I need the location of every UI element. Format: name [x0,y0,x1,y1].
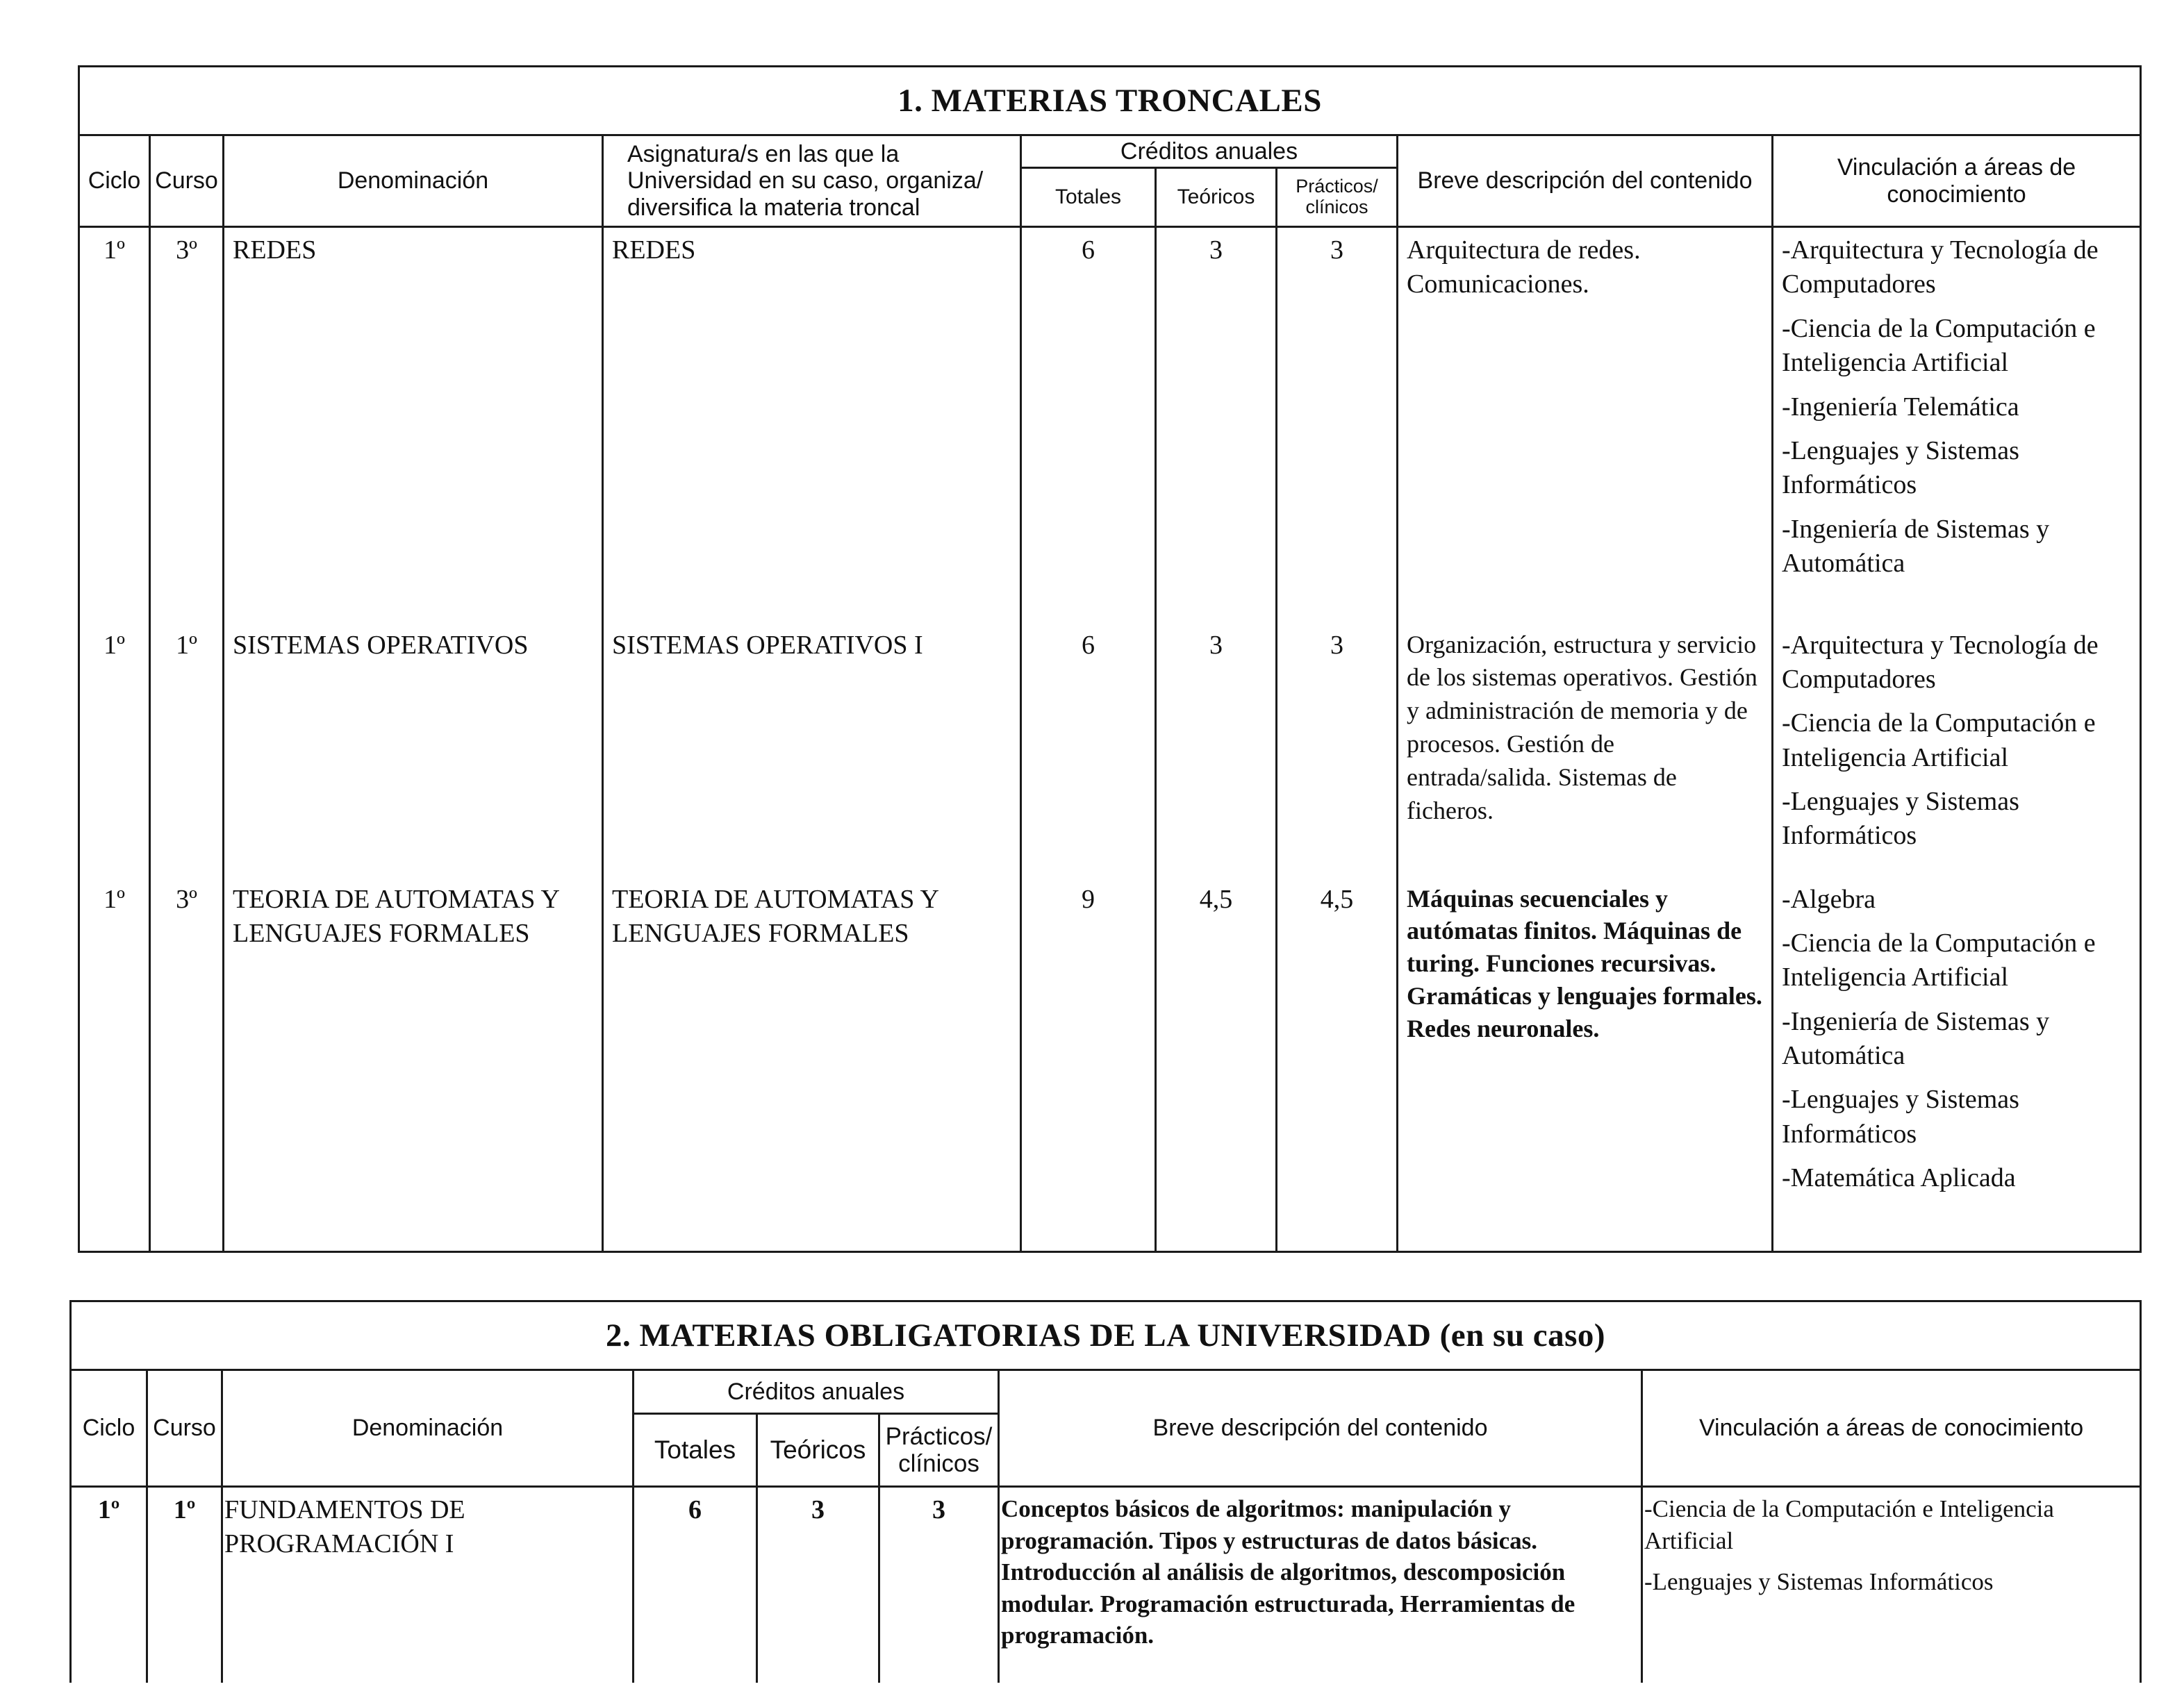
header-ciclo: Ciclo [79,135,150,227]
denominacion-cell: FUNDAMENTOS DE PROGRAMACIÓN I [222,1487,634,1683]
asignatura-cell: TEORIA DE AUTOMATAS Y LENGUAJES FORMALES [603,877,1021,1252]
header-descripcion: Breve descripción del contenido [999,1370,1642,1487]
areas-cell [1773,877,2141,1252]
area-item: -Algebra [1782,884,1876,914]
denominacion-cell: SISTEMAS OPERATIVOS [224,623,603,877]
table-row [79,877,2141,1252]
area-item: -Lenguajes y Sistemas Informáticos [1644,1568,1994,1595]
descripcion-cell: Máquinas secuenciales y autómatas finitos. Máquinas de turing. Funciones recursivas. Gramáticas y lenguajes formales. Redes neuronales. [1398,877,1773,1252]
totales-cell: 6 [1021,623,1156,877]
header-denominacion: Denominación [224,135,603,227]
section-title: 2. MATERIAS OBLIGATORIAS DE LA UNIVERSIDAD (en su caso) [71,1301,2141,1370]
table-row [71,1487,2141,1683]
header-asignaturas: Asignatura/s en las que la Universidad en su caso, organiza/ diversifica la materia troncal [603,135,1021,227]
areas-cell [1642,1487,2141,1683]
header-curso: Curso [150,135,224,227]
area-item: -Ciencia de la Computación e Inteligencia Artificial [1782,708,2096,772]
practicos-cell: 3 [1277,623,1398,877]
area-item: -Ciencia de la Computación e Inteligencia Artificial [1644,1495,2054,1554]
ciclo-cell: 1º [79,227,150,623]
curso-cell: 3º [150,877,224,1252]
area-item: -Lenguajes y Sistemas Informáticos [1782,435,2019,500]
materias-obligatorias-table [69,1300,2142,1683]
area-item: -Arquitectura y Tecnología de Computadores [1782,630,2099,694]
area-item: -Matemática Aplicada [1782,1163,2016,1193]
header-creditos: Créditos anuales [1021,135,1398,168]
curso-cell: 1º [147,1487,222,1683]
totales-cell: 6 [634,1487,757,1683]
descripcion-cell: Conceptos básicos de algoritmos: manipulación y programación. Tipos y estructuras de datos básicas. Introducción al análisis de algoritmos, descomposición modular. Programación estructurada, Herramientas de programación. [999,1487,1642,1683]
area-item: -Arquitectura y Tecnología de Computadores [1782,235,2099,299]
ciclo-cell: 1º [79,877,150,1252]
asignatura-cell: SISTEMAS OPERATIVOS I [603,623,1021,877]
ciclo-cell: 1º [79,623,150,877]
header-practicos: Prácticos/ clínicos [879,1414,999,1487]
materias-troncales-table [78,65,2142,1253]
header-teoricos: Teóricos [757,1414,879,1487]
areas-cell [1773,623,2141,877]
header-curso: Curso [147,1370,222,1487]
ciclo-cell: 1º [71,1487,147,1683]
teoricos-cell: 4,5 [1156,877,1277,1252]
teoricos-cell: 3 [757,1487,879,1683]
practicos-cell: 3 [1277,227,1398,623]
curso-cell: 1º [150,623,224,877]
practicos-cell: 3 [879,1487,999,1683]
header-denominacion: Denominación [222,1370,634,1487]
practicos-cell: 4,5 [1277,877,1398,1252]
header-descripcion: Breve descripción del contenido [1398,135,1773,227]
denominacion-cell: REDES [224,227,603,623]
area-item: -Ciencia de la Computación e Inteligencia Artificial [1782,313,2096,378]
header-practicos: Prácticos/ clínicos [1277,168,1398,227]
curso-cell: 3º [150,227,224,623]
teoricos-cell: 3 [1156,623,1277,877]
table-row [79,227,2141,623]
section-title: 1. MATERIAS TRONCALES [79,67,2141,135]
denominacion-cell: TEORIA DE AUTOMATAS Y LENGUAJES FORMALES [224,877,603,1252]
totales-cell: 6 [1021,227,1156,623]
header-vinculacion: Vinculación a áreas de conocimiento [1773,135,2141,227]
totales-cell: 9 [1021,877,1156,1252]
area-item: -Ingeniería de Sistemas y Automática [1782,1006,2050,1071]
header-totales: Totales [634,1414,757,1487]
descripcion-cell: Arquitectura de redes. Comunicaciones. [1398,227,1773,623]
asignatura-cell: REDES [603,227,1021,623]
area-item: -Ciencia de la Computación e Inteligencia Artificial [1782,928,2096,992]
header-creditos: Créditos anuales [634,1370,999,1414]
header-ciclo: Ciclo [71,1370,147,1487]
area-item: -Ingeniería Telemática [1782,392,2019,422]
header-teoricos: Teóricos [1156,168,1277,227]
area-item: -Lenguajes y Sistemas Informáticos [1782,787,2019,851]
area-item: -Lenguajes y Sistemas Informáticos [1782,1085,2019,1149]
table-row [79,623,2141,877]
teoricos-cell: 3 [1156,227,1277,623]
header-vinculacion: Vinculación a áreas de conocimiento [1642,1370,2141,1487]
areas-cell [1773,227,2141,623]
descripcion-cell: Organización, estructura y servicio de los sistemas operativos. Gestión y administración de memoria y de procesos. Gestión de entrada/salida. Sistemas de ficheros. [1398,623,1773,877]
header-totales: Totales [1021,168,1156,227]
area-item: -Ingeniería de Sistemas y Automática [1782,514,2050,579]
